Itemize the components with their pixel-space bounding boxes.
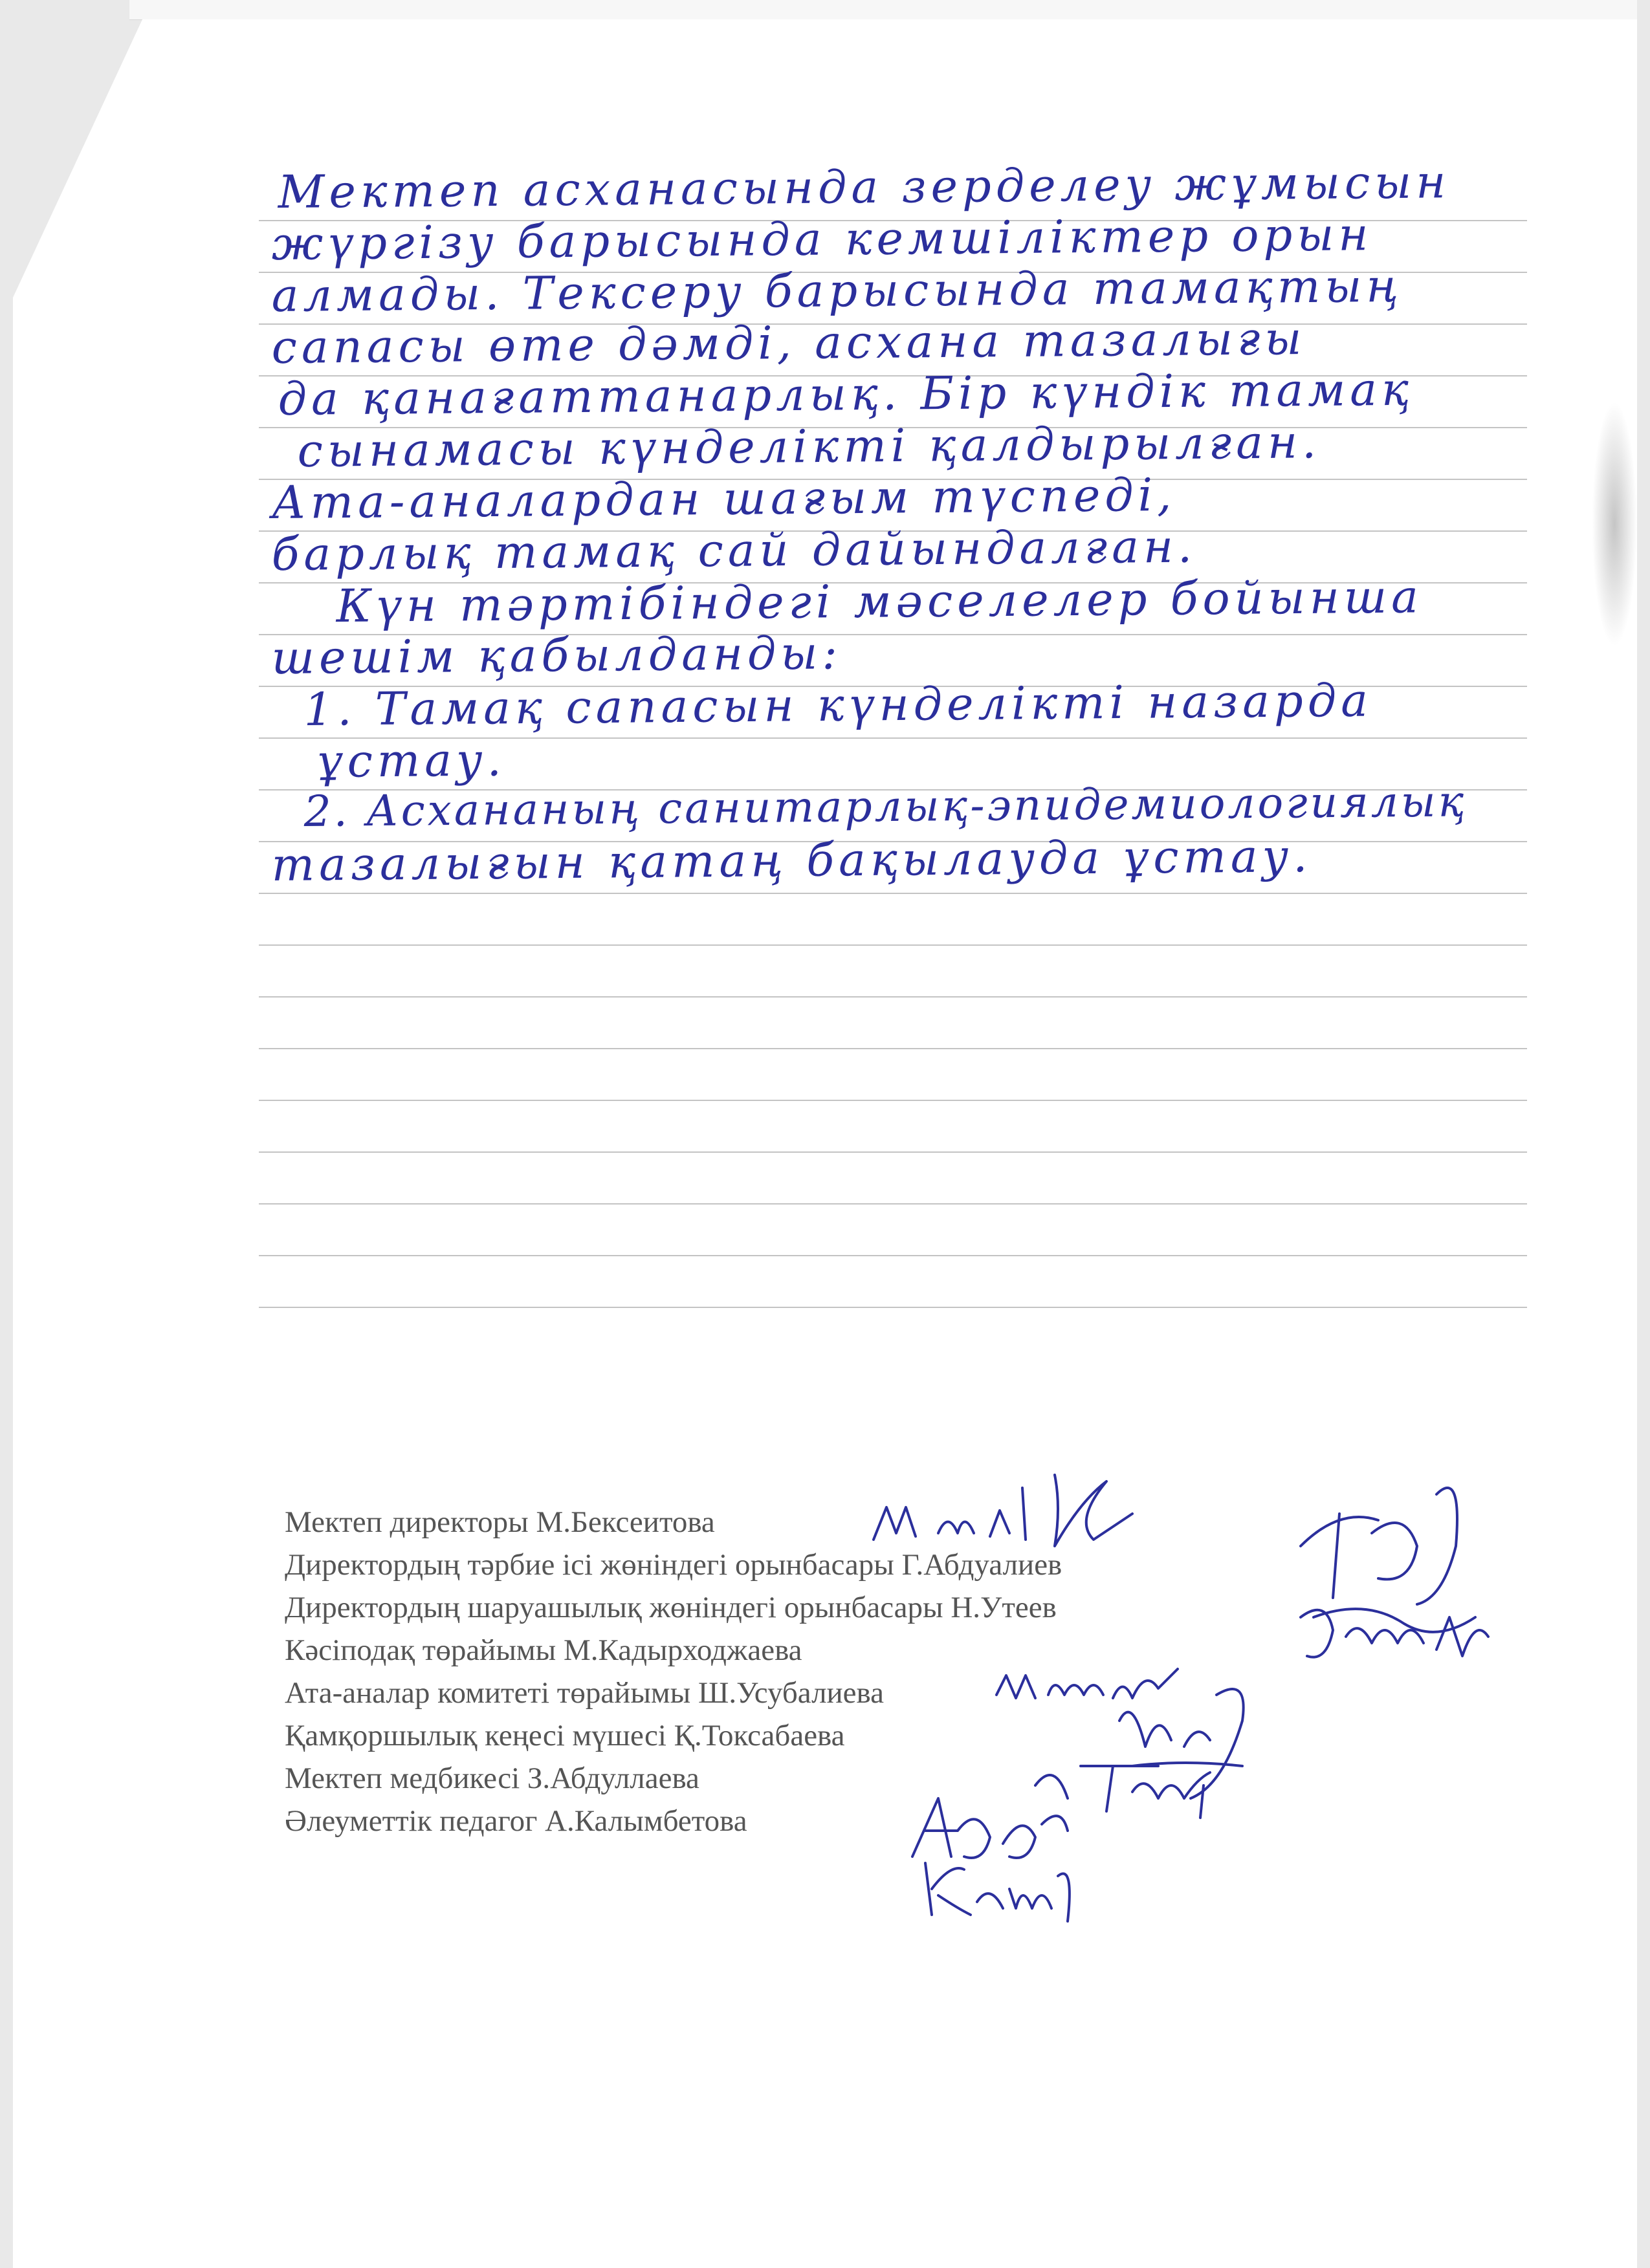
handwritten-line: сапасы өте дәмді, асхана тазалығы [271,312,1306,374]
ruled-line [259,893,1527,894]
handwritten-line: 2. Асхананың санитарлық-эпидемиологиялық [303,776,1467,836]
handwritten-line: сынамасы күнделікті қалдырылған. [297,415,1321,477]
signature-social-pedagogue [912,1850,1081,1928]
ruled-line [259,1100,1527,1101]
signatory-deputy-facilities: Директордың шаруашылық жөніндегі орынбасары Н.Утеев [285,1591,1057,1624]
signatory-social-pedagogue: Әлеуметтік педагог А.Калымбетова [285,1804,747,1838]
handwritten-line: жүргізу барысында кемшіліктер орын [271,208,1373,270]
signatory-director: Мектеп директоры М.Бексеитова [285,1505,715,1539]
ruled-line [259,1255,1527,1256]
ruled-line [259,1151,1527,1153]
ruled-line [259,996,1527,998]
handwritten-line: Мектеп асханасында зерделеу жұмысын [278,155,1451,219]
ruled-line [259,1048,1527,1049]
handwritten-line: ұстау. [316,733,507,788]
handwritten-line: Ата-аналардан шағым түспеді, [271,468,1176,529]
ruled-line [259,944,1527,946]
handwritten-line: шешім қабылданды: [271,626,842,684]
handwritten-line: Күн тәртібіндегі мәселелер бойынша [336,570,1424,633]
signature-director [861,1449,1171,1559]
signatory-nurse: Мектеп медбикесі З.Абдуллаева [285,1761,699,1795]
handwritten-line: тазалығын қатаң бақылауда ұстау. [271,829,1312,891]
signatory-deputy-education: Директордың тәрбие ісі жөніндегі орынбасары Г.Абдуалиев [285,1548,1062,1582]
ruled-line [259,1203,1527,1205]
signatory-union-chair: Кәсіподақ төрайымы М.Кадырходжаева [285,1633,802,1667]
handwritten-line: 1. Тамақ сапасын күнделікті назарда [303,673,1373,736]
back-page-edge [129,0,1637,20]
signature-deputy-facilities [1288,1591,1501,1682]
signatory-board-member: Қамқоршылық кеңесі мүшесі Қ.Токсабаева [285,1719,845,1752]
handwritten-line: алмады. Тексеру барысында тамақтың [271,259,1403,322]
ruled-line [259,1307,1527,1308]
handwritten-line: барлық тамақ сай дайындалған. [271,519,1197,581]
handwritten-line: да қанағаттанарлық. Бір күндік тамақ [278,362,1414,426]
signatory-parents-committee: Ата-аналар комитеті төрайымы Ш.Усубалиева [285,1676,884,1710]
